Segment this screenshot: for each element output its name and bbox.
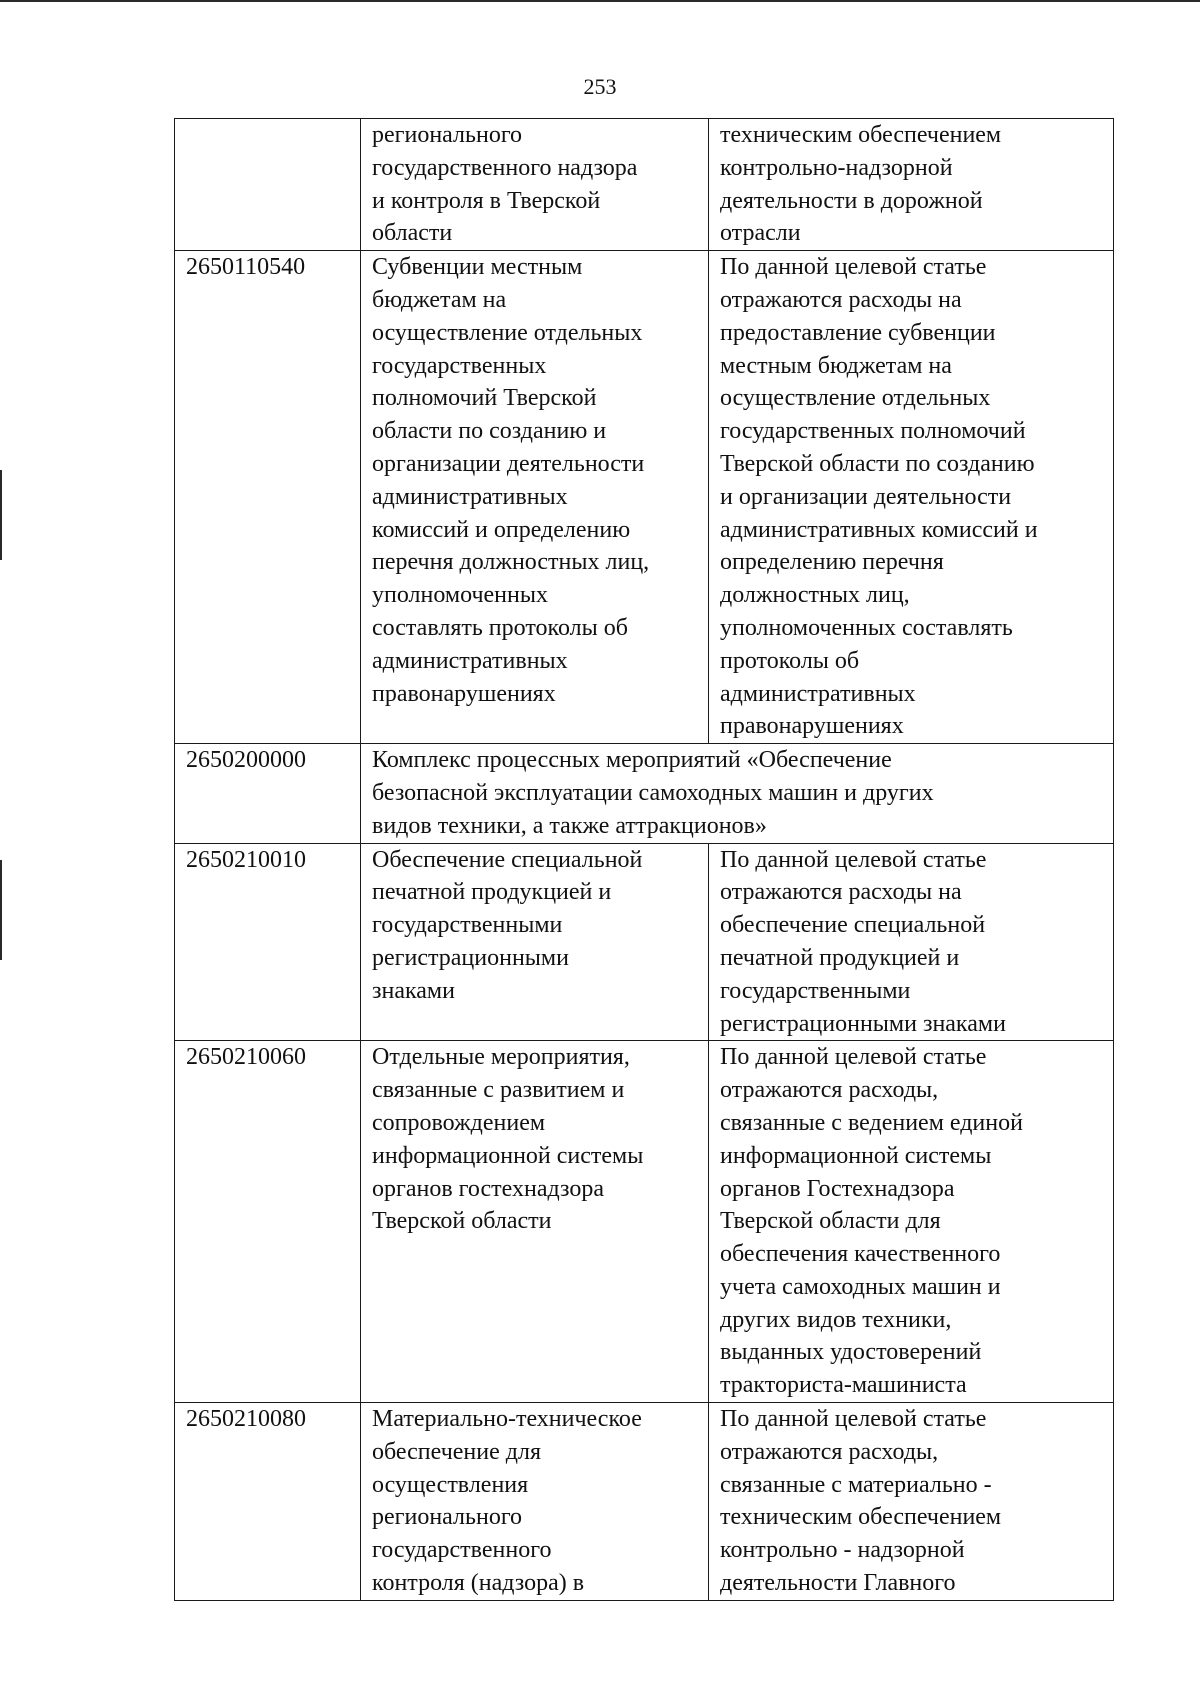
text-line: осуществление отдельных [720, 385, 991, 412]
article-description [709, 1403, 1114, 1601]
text-line: комиссий и определению [372, 516, 631, 543]
text-line: местным бюджетам на [720, 352, 952, 379]
text-line: Тверской области по созданию [720, 450, 1035, 477]
text-line: бюджетам на [372, 286, 507, 313]
text-line: отражаются расходы, [720, 1077, 939, 1104]
text-line: По данной целевой статье [720, 254, 987, 281]
text-line: должностных лиц, [720, 582, 910, 609]
text-line: обеспечения качественного [720, 1241, 1001, 1268]
text-line: тракториста-машиниста [720, 1372, 967, 1399]
table-body [175, 119, 1114, 1601]
text-line: области [372, 220, 453, 247]
text-line: безопасной эксплуатации самоходных машин и других [372, 779, 934, 806]
text-line: информационной системы [720, 1142, 992, 1169]
text-line: административных [372, 483, 568, 510]
article-description [709, 119, 1114, 251]
program-complex-title [361, 744, 1114, 843]
text-line: техническим обеспечением [720, 122, 1002, 148]
text-line: сопровождением [372, 1109, 546, 1136]
text-line: государственных полномочий [720, 418, 1026, 445]
text-line: отражаются расходы, [720, 1438, 939, 1465]
article-name [361, 1041, 709, 1403]
text-line: Комплекс процессных мероприятий «Обеспечение [372, 747, 892, 774]
text-line: области по созданию и [372, 418, 607, 445]
text-line: обеспечение специальной [720, 912, 986, 939]
text-line: Материально-техническое [372, 1406, 642, 1433]
text-line: государственными [372, 912, 563, 939]
article-code: 2650210080 [175, 1403, 361, 1601]
text-line: деятельности в дорожной [720, 187, 983, 214]
text-line: отрасли [720, 220, 801, 247]
text-line: и контроля в Тверской [372, 187, 601, 214]
article-name [361, 251, 709, 744]
text-line: Тверской области для [720, 1208, 941, 1235]
text-line: выданных удостоверений [720, 1339, 982, 1366]
article-name [361, 843, 709, 1041]
text-line: предоставление субвенции [720, 319, 996, 346]
table-row [175, 1403, 1114, 1601]
text-line: Субвенции местным [372, 254, 583, 281]
text-line: органов гостехнадзора [372, 1175, 604, 1202]
text-line: обеспечение для [372, 1438, 541, 1465]
text-line: государственного надзора [372, 154, 638, 181]
target-articles-table [174, 118, 1114, 1601]
text-line: административных [372, 647, 568, 674]
text-line: регионального [372, 122, 523, 148]
text-line: административных [720, 680, 916, 707]
text-line: других видов техники, [720, 1306, 952, 1333]
text-line: определению перечня [720, 549, 944, 576]
text-line: осуществление отдельных [372, 319, 643, 346]
table-row [175, 843, 1114, 1041]
text-line: отражаются расходы на [720, 286, 962, 313]
article-code: 2650110540 [175, 251, 361, 744]
article-code [175, 119, 361, 251]
text-line: административных комиссий и [720, 516, 1038, 543]
text-line: связанные с материально - [720, 1471, 992, 1498]
text-line: организации деятельности [372, 450, 645, 477]
text-line: государственного [372, 1537, 552, 1564]
text-line: государственных [372, 352, 547, 379]
text-line: печатной продукцией и [720, 944, 960, 971]
article-description [709, 1041, 1114, 1403]
text-line: связанные с ведением единой [720, 1109, 1023, 1136]
text-line: учета самоходных машин и [720, 1273, 1001, 1300]
text-line: перечня должностных лиц, [372, 549, 650, 576]
text-line: регионального [372, 1504, 523, 1531]
article-code: 2650210060 [175, 1041, 361, 1403]
text-line: информационной системы [372, 1142, 644, 1169]
article-code: 2650200000 [175, 744, 361, 843]
text-line: По данной целевой статье [720, 1044, 987, 1071]
text-line: полномочий Тверской [372, 385, 597, 412]
table-row [175, 1041, 1114, 1403]
text-line: видов техники, а также аттракционов» [372, 812, 767, 839]
text-line: контрольно-надзорной [720, 154, 953, 181]
text-line: связанные с развитием и [372, 1077, 625, 1104]
text-line: знаками [372, 977, 455, 1004]
text-line: регистрационными знаками [720, 1010, 1006, 1037]
text-line: По данной целевой статье [720, 846, 987, 873]
table-row [175, 251, 1114, 744]
text-line: составлять протоколы об [372, 614, 628, 641]
text-line: техническим обеспечением [720, 1504, 1002, 1531]
text-line: отражаются расходы на [720, 879, 962, 906]
text-line: Отдельные мероприятия, [372, 1044, 630, 1071]
text-line: органов Гостехнадзора [720, 1175, 955, 1202]
table-row [175, 744, 1114, 843]
text-line: осуществления [372, 1471, 529, 1498]
text-line: уполномоченных составлять [720, 614, 1013, 641]
scan-edge-mark [0, 470, 2, 560]
text-line: уполномоченных [372, 582, 548, 609]
page-number: 253 [583, 74, 617, 99]
text-line: По данной целевой статье [720, 1406, 987, 1433]
article-description [709, 843, 1114, 1041]
article-description [709, 251, 1114, 744]
article-name [361, 1403, 709, 1601]
text-line: протоколы об [720, 647, 860, 674]
article-name [361, 119, 709, 251]
scan-edge-mark [0, 860, 2, 960]
table-row [175, 119, 1114, 251]
text-line: и организации деятельности [720, 483, 1012, 510]
scan-edge-mark [0, 0, 1200, 2]
text-line: правонарушениях [720, 713, 904, 740]
text-line: контрольно - надзорной [720, 1537, 965, 1564]
text-line: контроля (надзора) в [372, 1570, 585, 1597]
text-line: Обеспечение специальной [372, 846, 643, 873]
text-line: Тверской области [372, 1208, 552, 1235]
text-line: государственными [720, 977, 911, 1004]
article-code: 2650210010 [175, 843, 361, 1041]
text-line: правонарушениях [372, 680, 556, 707]
text-line: печатной продукцией и [372, 879, 612, 906]
text-line: регистрационными [372, 944, 569, 971]
text-line: деятельности Главного [720, 1570, 956, 1597]
